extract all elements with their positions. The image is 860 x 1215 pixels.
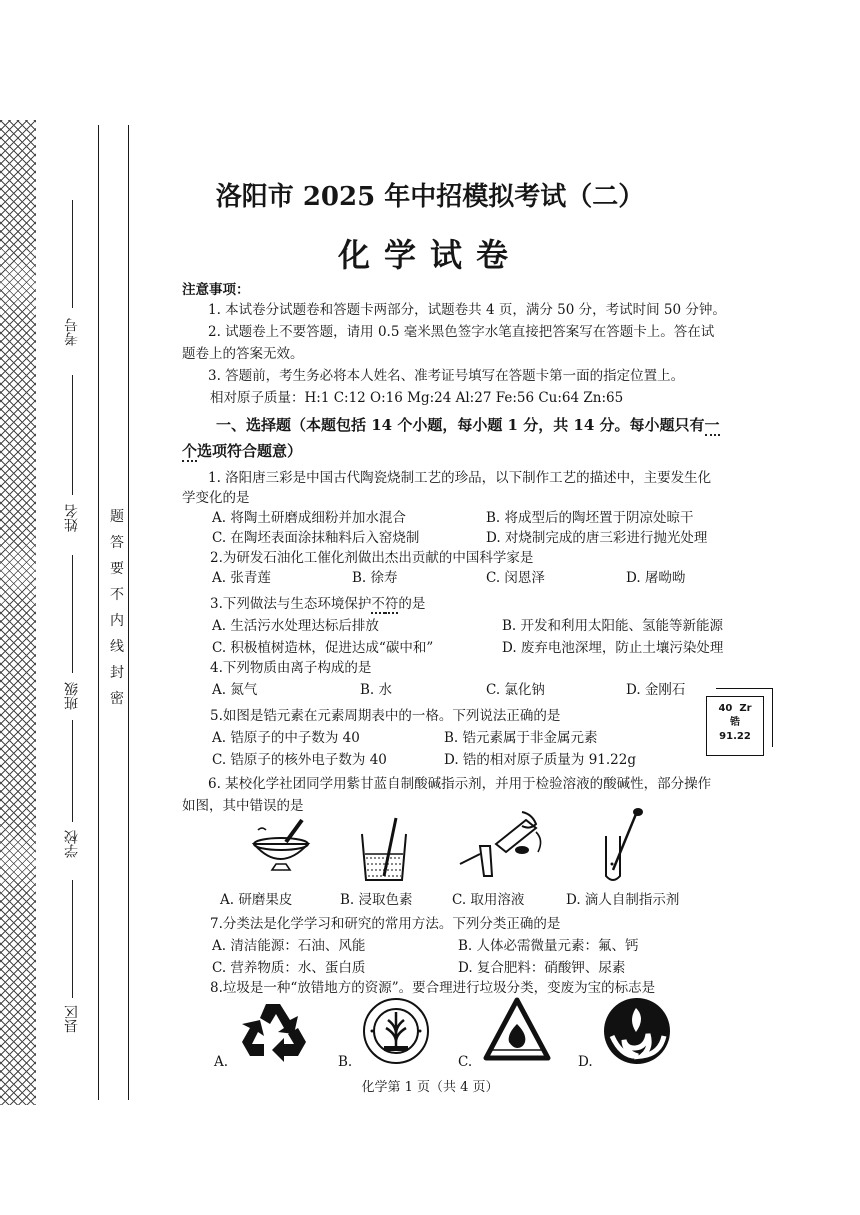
q7-option-c[interactable]: C. 营养物质：水、蛋白质 xyxy=(212,960,366,976)
pouring-liquid-figure xyxy=(456,806,546,884)
q3-option-b[interactable]: B. 开发和利用太阳能、氢能等新能源 xyxy=(502,618,724,634)
emphasis-char: 符 xyxy=(384,596,399,612)
q7-stem: 7.分类法是化学学习和研究的常用方法。下列分类正确的是 xyxy=(210,916,561,932)
seal-char: 答 xyxy=(110,535,124,551)
section-heading-cont xyxy=(182,440,302,461)
seal-char: 线 xyxy=(110,639,124,655)
q1-option-c[interactable]: C. 在陶坯表面涂抹釉料后入窑烧制 xyxy=(212,530,420,546)
q3-stem-text: 3.下列做法与生态环境保护 xyxy=(210,596,372,612)
emphasis-char: 个 xyxy=(182,442,198,460)
element-name: 锆 xyxy=(730,717,740,728)
field-blank-class[interactable] xyxy=(72,555,73,673)
q2-option-b[interactable]: B. 徐寿 xyxy=(352,570,398,586)
emphasis-char: 一 xyxy=(704,416,720,434)
notice-item: 1. 本试卷分试题卷和答题卡两部分，试题卷共 4 页，满分 50 分，考试时间 50 分钟。 xyxy=(208,302,726,318)
flammable-warning-icon xyxy=(482,996,552,1062)
q5-option-a[interactable]: A. 锆原子的中子数为 40 xyxy=(212,730,360,746)
q8-stem: 8.垃圾是一种“放错地方的资源”。要合理进行垃圾分类，变废为宝的标志是 xyxy=(210,980,656,996)
atomic-masses: 相对原子质量：H:1 C:12 O:16 Mg:24 Al:27 Fe:56 Cu:64 Zn:65 xyxy=(210,390,624,406)
q6-stem-cont: 如图，其中错误的是 xyxy=(182,798,304,814)
q8-option-d[interactable]: D. xyxy=(578,1054,593,1070)
q5-option-c[interactable]: C. 锆原子的核外电子数为 40 xyxy=(212,752,387,768)
emphasis-char: 不 xyxy=(371,596,385,612)
page-footer: 化学第 1 页（共 4 页） xyxy=(361,1080,499,1095)
field-label-name: 姓名 xyxy=(64,504,80,532)
q2-option-a[interactable]: A. 张青莲 xyxy=(212,570,271,586)
q4-option-b[interactable]: B. 水 xyxy=(360,682,393,698)
q4-stem: 4.下列物质由离子构成的是 xyxy=(210,660,372,676)
q3-option-a[interactable]: A. 生活污水处理达标后排放 xyxy=(212,618,379,634)
q3-stem-text: 的是 xyxy=(398,596,426,612)
q2-option-d[interactable]: D. 屠呦呦 xyxy=(626,570,686,586)
section-heading-text: 选项符合题意） xyxy=(197,442,303,460)
q4-option-c[interactable]: C. 氯化钠 xyxy=(486,682,545,698)
q7-option-d[interactable]: D. 复合肥料：硝酸钾、尿素 xyxy=(458,960,626,976)
q3-option-c[interactable]: C. 积极植树造林，促进达成“碳中和” xyxy=(212,640,434,656)
seal-char: 题 xyxy=(110,509,124,525)
field-blank-name[interactable] xyxy=(72,375,73,495)
q5-stem: 5.如图是锆元素在元素周期表中的一格。下列说法正确的是 xyxy=(210,708,561,724)
seal-char: 内 xyxy=(110,613,124,629)
q6-option-b[interactable]: B. 浸取色素 xyxy=(340,892,413,908)
q3-option-d[interactable]: D. 废弃电池深埋，防止土壤污染处理 xyxy=(502,640,724,656)
notice-heading: 注意事项： xyxy=(182,282,250,298)
energy-saving-icon xyxy=(600,996,674,1066)
notice-item: 题卷上的答案无效。 xyxy=(182,346,304,362)
seal-char: 封 xyxy=(110,665,124,681)
q5-option-b[interactable]: B. 锆元素属于非金属元素 xyxy=(444,730,598,746)
field-blank-district[interactable] xyxy=(72,880,73,998)
q7-option-a[interactable]: A. 清洁能源：石油、风能 xyxy=(212,938,366,954)
q6-stem: 6. 某校化学社团同学用紫甘蓝自制酸碱指示剂，并用于检验溶液的酸碱性，部分操作 xyxy=(208,776,712,792)
q2-option-c[interactable]: C. 闵恩泽 xyxy=(486,570,545,586)
q1-option-b[interactable]: B. 将成型后的陶坯置于阴凉处晾干 xyxy=(486,510,694,526)
beaker-soaking-figure xyxy=(356,810,416,884)
q8-option-a[interactable]: A. xyxy=(214,1054,229,1070)
q4-option-d[interactable]: D. 金刚石 xyxy=(626,682,686,698)
field-label-exam-number: 考号 xyxy=(64,318,80,346)
recycling-icon xyxy=(236,998,310,1064)
q8-option-b[interactable]: B. xyxy=(338,1054,353,1070)
seal-char: 要 xyxy=(110,561,124,577)
q3-stem xyxy=(210,592,425,612)
field-label-school: 学校 xyxy=(64,830,80,858)
zirconium-element-cell xyxy=(706,696,764,756)
exam-title: 洛阳市 2025 年中招模拟考试（二） xyxy=(215,182,645,212)
seal-char: 密 xyxy=(110,691,124,707)
seal-line-text xyxy=(108,504,126,712)
q4-option-a[interactable]: A. 氮气 xyxy=(212,682,258,698)
atomic-number: 40 xyxy=(718,703,733,714)
notice-item: 3. 答题前，考生务必将本人姓名、准考证号填写在答题卡第一面的指定位置上。 xyxy=(208,368,685,384)
q8-option-c[interactable]: C. xyxy=(458,1054,473,1070)
seal-char: 不 xyxy=(110,587,124,603)
dropper-figure xyxy=(596,806,646,884)
atomic-mass: 91.22 xyxy=(719,731,751,742)
notice-item: 2. 试题卷上不要答题，请用 0.5 毫米黑色签字水笔直接把答案写在答题卡上。答在试 xyxy=(208,324,715,340)
q1-option-a[interactable]: A. 将陶土研磨成细粉并加水混合 xyxy=(212,510,406,526)
exam-subtitle: 化学试卷 xyxy=(337,236,522,274)
mortar-pestle-figure xyxy=(246,814,316,880)
section-heading xyxy=(216,414,720,435)
q1-stem-cont: 学变化的是 xyxy=(182,490,250,506)
section-heading-text: 一、选择题（本题包括 14 个小题，每小题 1 分，共 14 分。每小题只有 xyxy=(216,416,705,434)
q7-option-b[interactable]: B. 人体必需微量元素：氟、钙 xyxy=(458,938,639,954)
element-symbol: Zr xyxy=(739,703,752,714)
field-label-district: 县区 xyxy=(64,1005,80,1033)
field-blank-school[interactable] xyxy=(72,720,73,822)
q5-option-d[interactable]: D. 锆的相对原子质量为 91.22g xyxy=(444,752,637,768)
field-label-class: 班级 xyxy=(64,682,80,710)
q6-option-a[interactable]: A. 研磨果皮 xyxy=(220,892,293,908)
q1-option-d[interactable]: D. 对烧制完成的唐三彩进行抛光处理 xyxy=(486,530,708,546)
q6-option-d[interactable]: D. 滴人自制指示剂 xyxy=(566,892,680,908)
q2-stem: 2.为研发石油化工催化剂做出杰出贡献的中国科学家是 xyxy=(210,550,534,566)
q6-option-c[interactable]: C. 取用溶液 xyxy=(452,892,525,908)
certification-seal-icon xyxy=(356,996,436,1066)
q1-stem: 1. 洛阳唐三彩是中国古代陶瓷烧制工艺的珍品，以下制作工艺的描述中，主要发生化 xyxy=(208,470,712,486)
